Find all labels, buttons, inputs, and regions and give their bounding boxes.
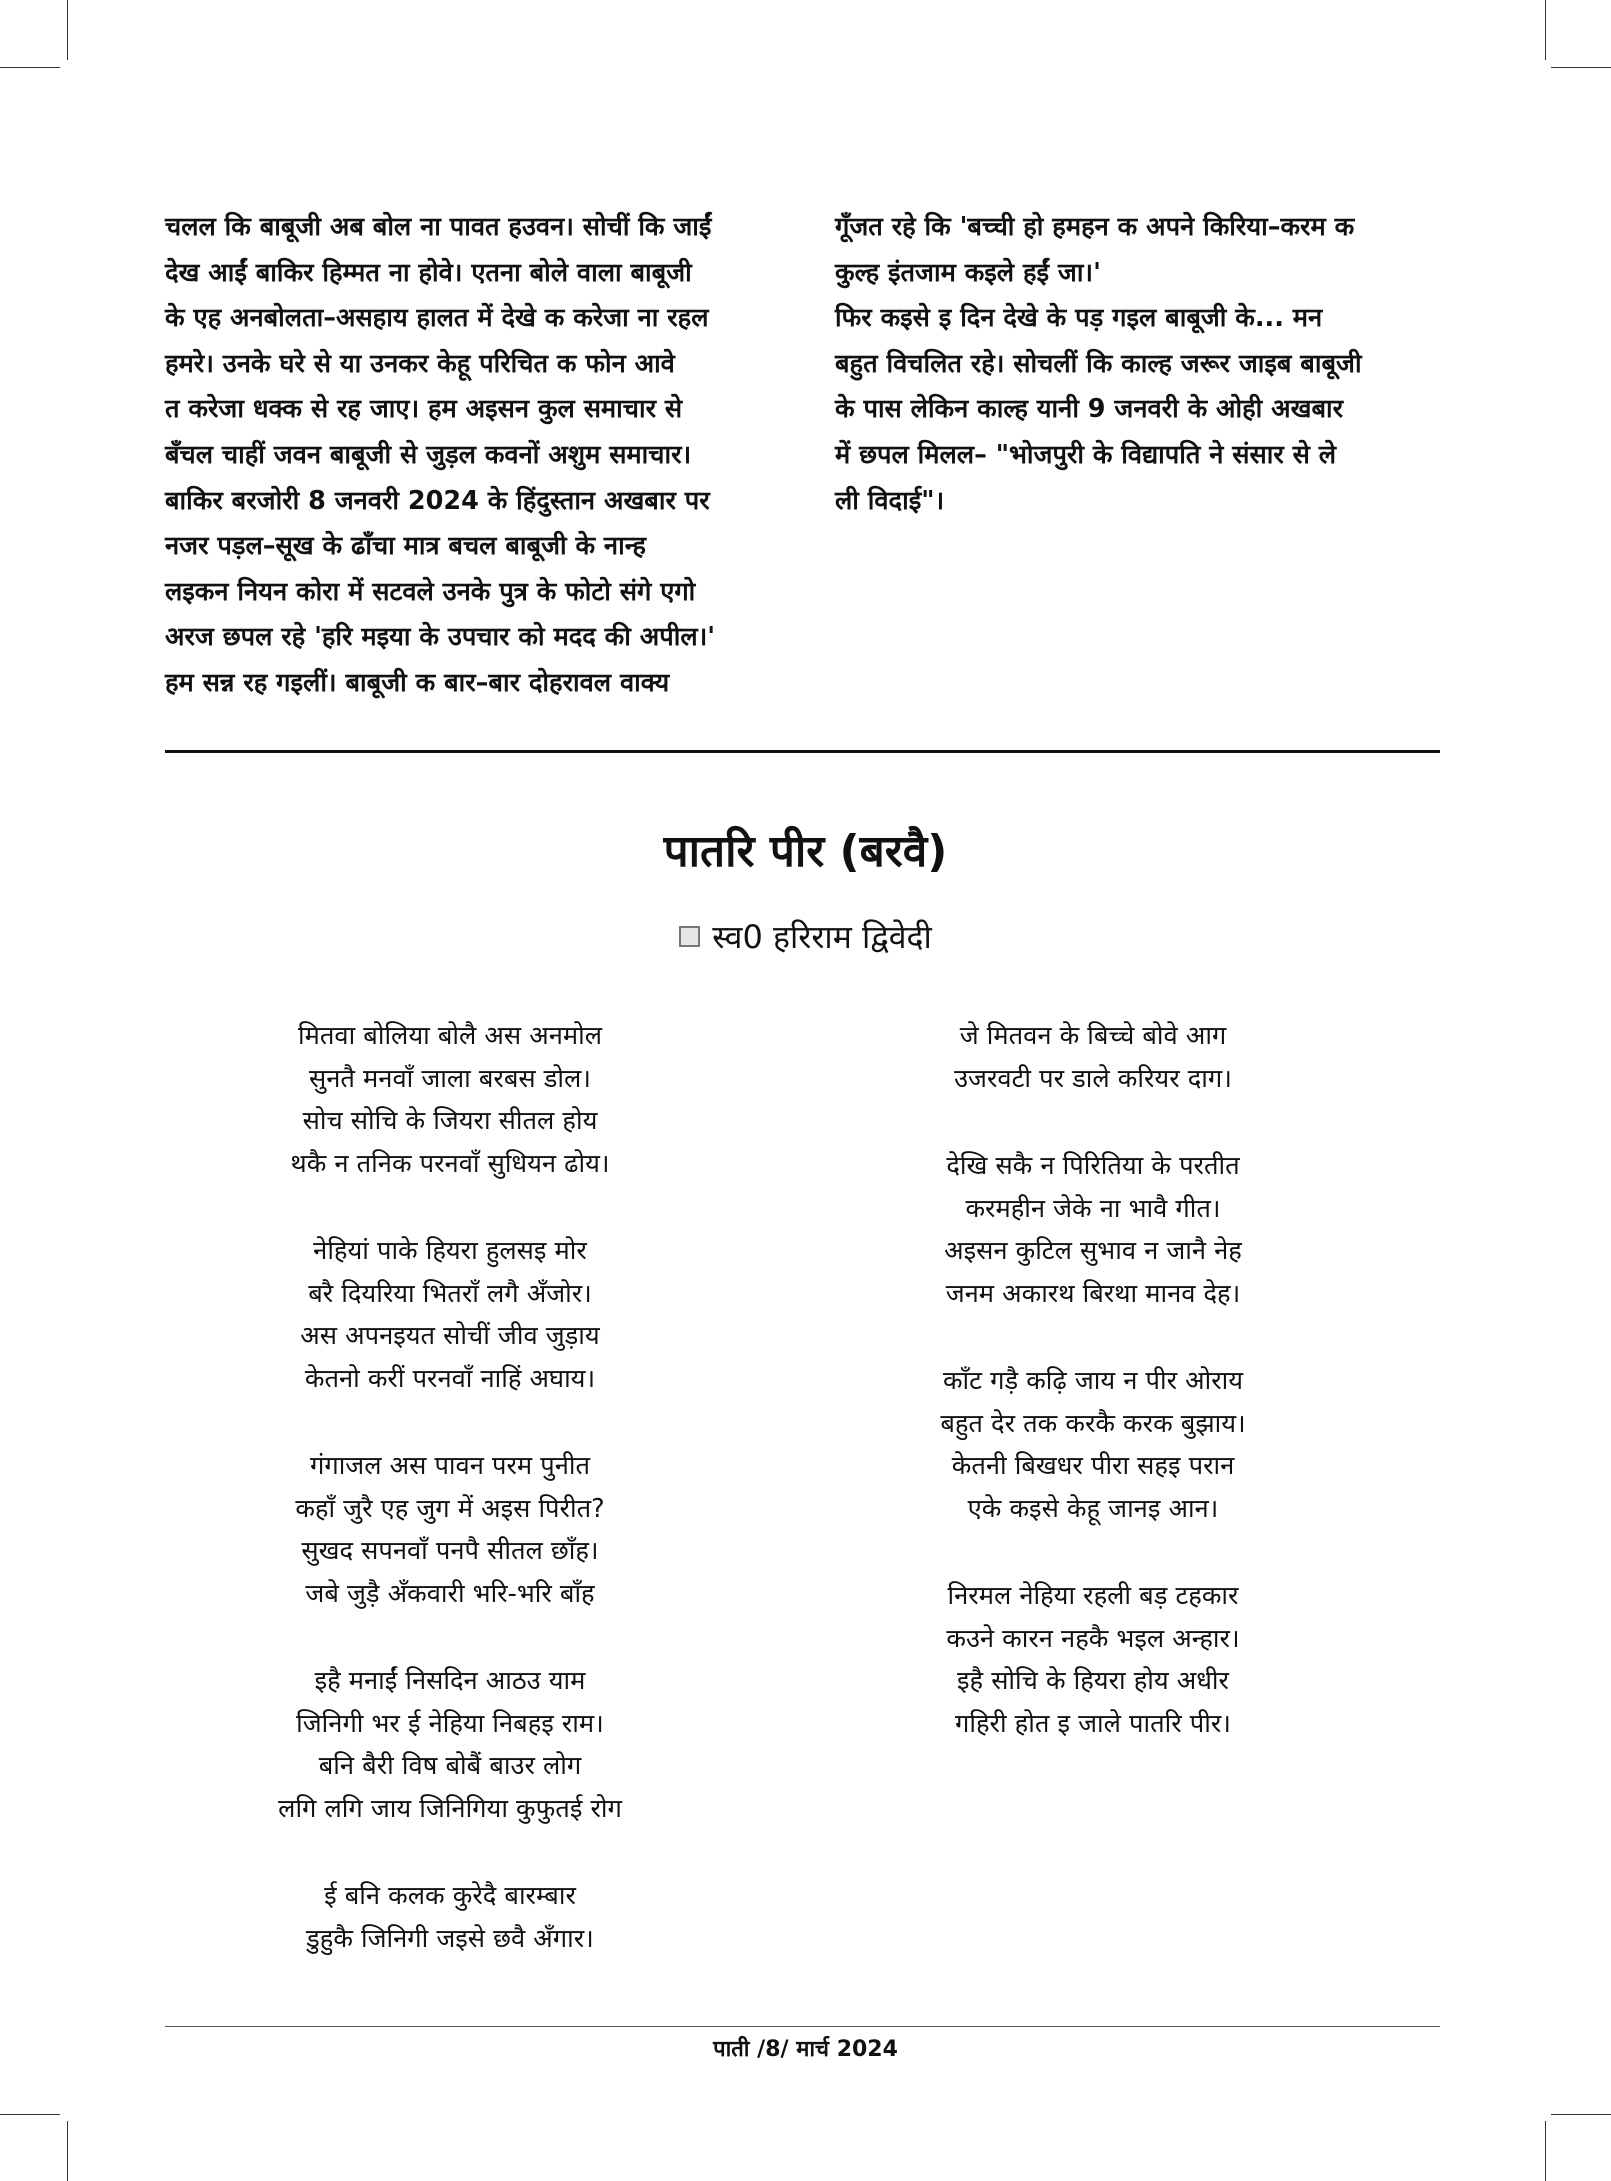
crop-mark bbox=[0, 67, 60, 68]
poem-line: थकै न तनिक परनवाँ सुधियन ढोय। bbox=[290, 1148, 610, 1179]
page-footer: पाती /8/ मार्च 2024 bbox=[713, 2037, 898, 2062]
prose-line: अरज छपल रहे 'हरि मइया के उपचार को मदद की अपील।' bbox=[165, 622, 716, 653]
poem-stanza bbox=[833, 1575, 1353, 1745]
poem-line: बहुत देर तक करकै करक बुझाय। bbox=[940, 1408, 1246, 1439]
poem-line: काँट गड़ै कढ़ि जाय न पीर ओराय bbox=[942, 1366, 1244, 1396]
poem-line: निरमल नेहिया रहली बड़ टहकार bbox=[947, 1581, 1239, 1611]
poem-stanza bbox=[190, 1445, 710, 1615]
prose-line: बहुत विचलित रहे। सोचलीं कि काल्ह जरूर जाइब बाबूजी bbox=[835, 348, 1362, 379]
poem-author-name: स्व0 हरिराम द्विवेदी bbox=[712, 918, 932, 956]
poem-stanza bbox=[833, 1145, 1353, 1315]
section-divider bbox=[165, 750, 1440, 753]
poem-column-left bbox=[190, 1015, 710, 2005]
prose-line: के पास लेकिन काल्ह यानी 9 जनवरी के ओही अखबार bbox=[835, 394, 1344, 425]
poem-line: कउने कारन नहकै भइल अन्हार। bbox=[946, 1623, 1240, 1654]
prose-line: देख आईं बाकिर हिम्मत ना होवे। एतना बोले वाला बाबूजी bbox=[165, 257, 692, 288]
poem-line: सुनतै मनवाँ जाला बरबस डोल। bbox=[309, 1063, 591, 1094]
crop-mark bbox=[67, 2121, 68, 2181]
prose-line: हम सन्न रह गइलीं। बाबूजी क बार–बार दोहरावल वाक्य bbox=[165, 667, 670, 698]
prose-line: फिर कइसे इ दिन देखे के पड़ गइल बाबूजी के... मन bbox=[835, 303, 1323, 334]
crop-mark bbox=[0, 2114, 60, 2115]
poem-line: डुहुकै जिनिगी जइसे छवै अँगार। bbox=[306, 1923, 594, 1954]
poem-stanza bbox=[190, 1660, 710, 1830]
poem-line: एके कइसे केहू जानइ आन। bbox=[967, 1493, 1219, 1524]
poem-line: लगि लगि जाय जिनिगिया कुफुतई रोग bbox=[278, 1793, 622, 1824]
poem-column-right bbox=[833, 1015, 1353, 1790]
prose-line: हमरे। उनके घरे से या उनकर केहू परिचित क फोन आवे bbox=[165, 348, 675, 379]
poem-stanza bbox=[190, 1230, 710, 1400]
prose-line: के एह अनबोलता–असहाय हालत में देखे क करेजा ना रहल bbox=[165, 303, 709, 334]
poem-line: केतनी बिखधर पीरा सहइ परान bbox=[951, 1451, 1235, 1481]
crop-mark bbox=[1551, 2114, 1611, 2115]
prose-line: कुल्ह इंतजाम कइले हईं जा।' bbox=[835, 257, 1101, 288]
poem-line: सुखद सपनवाँ पनपै सीतल छाँह। bbox=[301, 1536, 599, 1566]
poem-line: जिनिगी भर ई नेहिया निबहइ राम। bbox=[296, 1708, 604, 1739]
poem-line: जे मितवन के बिच्चे बोवे आग bbox=[959, 1021, 1227, 1051]
poem-stanza bbox=[190, 1875, 710, 1960]
poem-line: इहै सोचि के हियरा होय अधीर bbox=[957, 1666, 1229, 1696]
poem-stanza bbox=[190, 1015, 710, 1185]
poem-line: सोच सोचि के जियरा सीतल होय bbox=[302, 1106, 598, 1136]
poem-stanza bbox=[833, 1360, 1353, 1530]
crop-mark bbox=[1545, 0, 1546, 60]
poem-line: इहै मनाईं निसदिन आठउ याम bbox=[314, 1666, 586, 1696]
poem-line: जनम अकारथ बिरथा मानव देह। bbox=[945, 1278, 1241, 1309]
prose-line: बाकिर बरजोरी 8 जनवरी 2024 के हिंदुस्तान अखबार पर bbox=[165, 485, 710, 516]
prose-line: चलल कि बाबूजी अब बोल ना पावत हउवन। सोचीं कि जाईं bbox=[165, 212, 712, 242]
poem-line: उजरवटी पर डाले करियर दाग। bbox=[954, 1063, 1232, 1094]
poem-line: अइसन कुटिल सुभाव न जानै नेह bbox=[944, 1236, 1242, 1266]
poem-line: केतनो करीं परनवाँ नाहिं अघाय। bbox=[304, 1363, 596, 1394]
poem-line: गंगाजल अस पावन परम पुनीत bbox=[309, 1451, 591, 1481]
prose-column-left bbox=[165, 205, 805, 707]
poem-line: कहाँ जुरै एह जुग में अइस पिरीत? bbox=[295, 1493, 605, 1524]
poem-line: ई बनि कलक कुरेदै बारम्बार bbox=[324, 1881, 576, 1911]
crop-mark bbox=[1545, 2121, 1546, 2181]
poem-line: बनि बैरी विष बोबैं बाउर लोग bbox=[318, 1751, 582, 1781]
prose-line: बँचल चाहीं जवन बाबूजी से जुड़ल कवनों अशुम समाचार। bbox=[165, 439, 692, 470]
poem-line: अस अपनइयत सोचीं जीव जुड़ाय bbox=[300, 1321, 600, 1351]
poem-line: नेहियां पाके हियरा हुलसइ मोर bbox=[313, 1236, 587, 1266]
poem-line: गहिरी होत इ जाले पातरि पीर। bbox=[955, 1708, 1231, 1739]
prose-line: ली विदाई"। bbox=[835, 485, 945, 516]
poem-line: करमहीन जेके ना भावै गीत। bbox=[965, 1193, 1221, 1224]
bullet-square-icon bbox=[679, 926, 700, 947]
crop-mark bbox=[1551, 67, 1611, 68]
poem-line: मितवा बोलिया बोलै अस अनमोल bbox=[298, 1021, 602, 1051]
prose-line: लइकन नियन कोरा में सटवले उनके पुत्र के फोटो संगे एगो bbox=[165, 576, 696, 607]
poem-line: बरै दियरिया भितराँ लगै अँजोर। bbox=[308, 1278, 592, 1309]
prose-line: गूँजत रहे कि 'बच्ची हो हमहन क अपने किरिया–करम क bbox=[835, 212, 1355, 242]
poem-line: देखि सकै न पिरितिया के परतीत bbox=[946, 1151, 1240, 1181]
poem-title: पातरि पीर (बरवै) bbox=[663, 826, 948, 877]
prose-line: त करेजा धक्क से रह जाए। हम अइसन कुल समाचार से bbox=[165, 394, 683, 425]
poem-author bbox=[0, 914, 1611, 960]
crop-mark bbox=[67, 0, 68, 60]
footer-divider bbox=[165, 2026, 1440, 2027]
poem-line: जबे जुड़ै अँकवारी भरि-भरि बाँह bbox=[305, 1578, 595, 1609]
prose-line: में छपल मिलल– "भोजपुरी के विद्यापति ने संसार से ले bbox=[835, 439, 1337, 470]
poem-stanza bbox=[833, 1015, 1353, 1100]
prose-line: नजर पड़ल–सूख के ढाँचा मात्र बचल बाबूजी के नान्ह bbox=[165, 531, 646, 562]
prose-column-right bbox=[835, 205, 1447, 524]
